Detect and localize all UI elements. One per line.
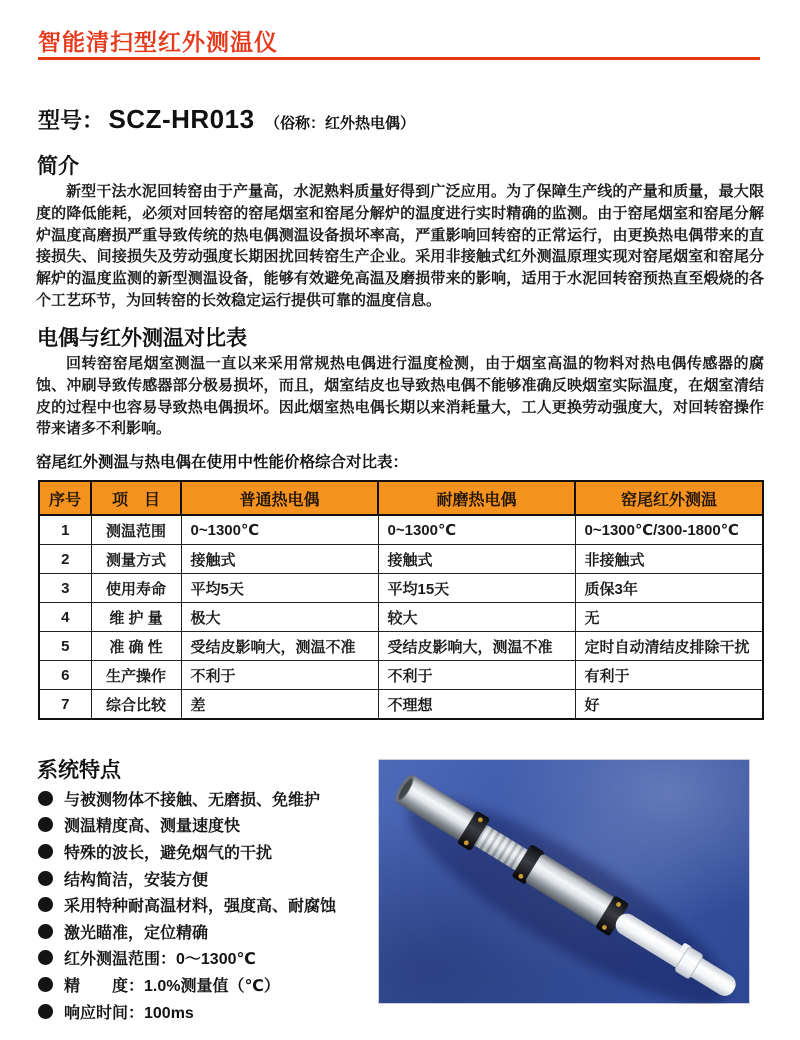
table-row — [39, 545, 763, 574]
table-header-cell: 普通热电偶 — [181, 481, 378, 515]
row-value-cell: 接触式 — [181, 545, 378, 574]
list-item — [38, 865, 380, 892]
bullet-icon — [38, 844, 53, 859]
comparison-table-caption: 窑尾红外测温与热电偶在使用中性能价格综合对比表： — [36, 454, 409, 471]
list-item — [38, 945, 380, 972]
features-list — [38, 785, 380, 1024]
row-value-cell: 不利于 — [378, 661, 575, 690]
row-value-cell: 差 — [181, 690, 378, 720]
feature-text: 激光瞄准，定位精确 — [64, 924, 209, 942]
row-value-cell: 有利于 — [575, 661, 763, 690]
feature-text: 结构简洁，安装方便 — [64, 871, 209, 889]
intro-heading: 简介 — [37, 155, 79, 178]
table-row — [39, 661, 763, 690]
title-divider — [38, 57, 760, 60]
table-body — [39, 515, 763, 719]
table-row — [39, 690, 763, 720]
row-value-cell: 0~1300℃ — [378, 515, 575, 545]
model-number: SCZ-HR013 — [108, 104, 255, 134]
row-index-cell: 6 — [39, 661, 91, 690]
row-index-cell: 4 — [39, 603, 91, 632]
feature-text: 精 度：1.0%测量值（℃） — [64, 977, 280, 995]
feature-text: 红外测温范围：0～1300℃ — [64, 951, 256, 969]
row-value-cell: 0~1300℃/300-1800℃ — [575, 515, 763, 545]
list-item — [38, 838, 380, 865]
feature-text: 特殊的波长，避免烟气的干扰 — [64, 844, 273, 862]
row-value-cell: 非接触式 — [575, 545, 763, 574]
table-header-cell: 项 目 — [91, 481, 181, 515]
bullet-icon — [38, 950, 53, 965]
row-value-cell: 受结皮影响大，测温不准 — [181, 632, 378, 661]
row-value-cell: 较大 — [378, 603, 575, 632]
row-label-cell: 准 确 性 — [91, 632, 181, 661]
row-value-cell: 无 — [575, 603, 763, 632]
row-value-cell: 平均5天 — [181, 574, 378, 603]
feature-text: 测温精度高、测量速度快 — [64, 818, 241, 836]
row-value-cell: 不理想 — [378, 690, 575, 720]
table-row — [39, 603, 763, 632]
row-label-cell: 生产操作 — [91, 661, 181, 690]
row-value-cell: 不利于 — [181, 661, 378, 690]
row-value-cell: 接触式 — [378, 545, 575, 574]
row-value-cell: 定时自动清结皮排除干扰 — [575, 632, 763, 661]
product-photo-drawing — [378, 759, 750, 1004]
list-item — [38, 812, 380, 839]
row-label-cell: 测温范围 — [91, 515, 181, 545]
table-row — [39, 515, 763, 545]
feature-text: 采用特种耐高温材料，强度高、耐腐蚀 — [64, 898, 337, 916]
list-item — [38, 785, 380, 812]
row-index-cell: 1 — [39, 515, 91, 545]
comparison-table — [38, 480, 764, 720]
probe-device — [390, 770, 743, 1004]
intro-paragraph: 新型干法水泥回转窑由于产量高，水泥熟料质量好得到广泛应用。为了保障生产线的产量和质量，最大限度的降低能耗，必须对回转窑的窑尾烟室和窑尾分解炉的温度进行实时精确的监测。由于窑尾烟室和窑尾分解炉温度高磨损严重导致传统的热电偶测温设备损坏率高，严重影响回转窑的正常运行，由更换热电偶带来的直接损失、间接损失及劳动强度长期困扰回转窑生产企业。采用非接触式红外测温原理实现对窑尾烟室和窑尾分解炉的温度监测的新型测温设备，能够有效避免高温及磨损带来的影响，适用于水泥回转窑预热直至煅烧的各个工艺环节，为回转窑的长效稳定运行提供可靠的温度信息。 — [36, 183, 764, 309]
row-value-cell: 质保3年 — [575, 574, 763, 603]
row-value-cell: 0~1300℃ — [181, 515, 378, 545]
list-item — [38, 998, 380, 1025]
comparison-heading: 电偶与红外测温对比表 — [37, 327, 247, 350]
bullet-icon — [38, 871, 53, 886]
row-label-cell: 测量方式 — [91, 545, 181, 574]
row-value-cell: 极大 — [181, 603, 378, 632]
model-line — [38, 104, 415, 135]
row-label-cell: 使用寿命 — [91, 574, 181, 603]
bullet-icon — [38, 791, 53, 806]
bullet-icon — [38, 897, 53, 912]
list-item — [38, 891, 380, 918]
list-item — [38, 971, 380, 998]
model-label: 型号： — [38, 108, 105, 133]
table-header-cell: 窑尾红外测温 — [575, 481, 763, 515]
row-value-cell: 好 — [575, 690, 763, 720]
feature-text: 与被测物体不接触、无磨损、免维护 — [64, 791, 321, 809]
feature-text: 响应时间：100ms — [64, 1004, 194, 1022]
row-value-cell: 受结皮影响大，测温不准 — [378, 632, 575, 661]
bullet-icon — [38, 1004, 53, 1019]
bullet-icon — [38, 977, 53, 992]
page-title: 智能清扫型红外测温仪 — [38, 29, 278, 55]
table-row — [39, 574, 763, 603]
list-item — [38, 918, 380, 945]
features-heading: 系统特点 — [37, 759, 121, 782]
row-index-cell: 3 — [39, 574, 91, 603]
table-header-cell: 序号 — [39, 481, 91, 515]
bullet-icon — [38, 924, 53, 939]
row-index-cell: 5 — [39, 632, 91, 661]
table-header-cell: 耐磨热电偶 — [378, 481, 575, 515]
row-value-cell: 平均15天 — [378, 574, 575, 603]
row-label-cell: 维 护 量 — [91, 603, 181, 632]
row-index-cell: 2 — [39, 545, 91, 574]
model-alias: （俗称：红外热电偶） — [265, 115, 416, 132]
row-index-cell: 7 — [39, 690, 91, 720]
product-photo — [378, 759, 750, 1004]
table-row — [39, 632, 763, 661]
table-header-row — [39, 481, 763, 515]
comparison-paragraph: 回转窑窑尾烟室测温一直以来采用常规热电偶进行温度检测，由于烟室高温的物料对热电偶传感器的腐蚀、冲刷导致传感器部分极易损坏，而且，烟室结皮也导致热电偶不能够准确反映烟室实际温度，在烟室清结皮的过程中也容易导致热电偶损坏。因此烟室热电偶长期以来消耗量大，工人更换劳动强度大，对回转窑操作带来诸多不利影响。 — [36, 355, 764, 438]
bullet-icon — [38, 817, 53, 832]
row-label-cell: 综合比较 — [91, 690, 181, 720]
